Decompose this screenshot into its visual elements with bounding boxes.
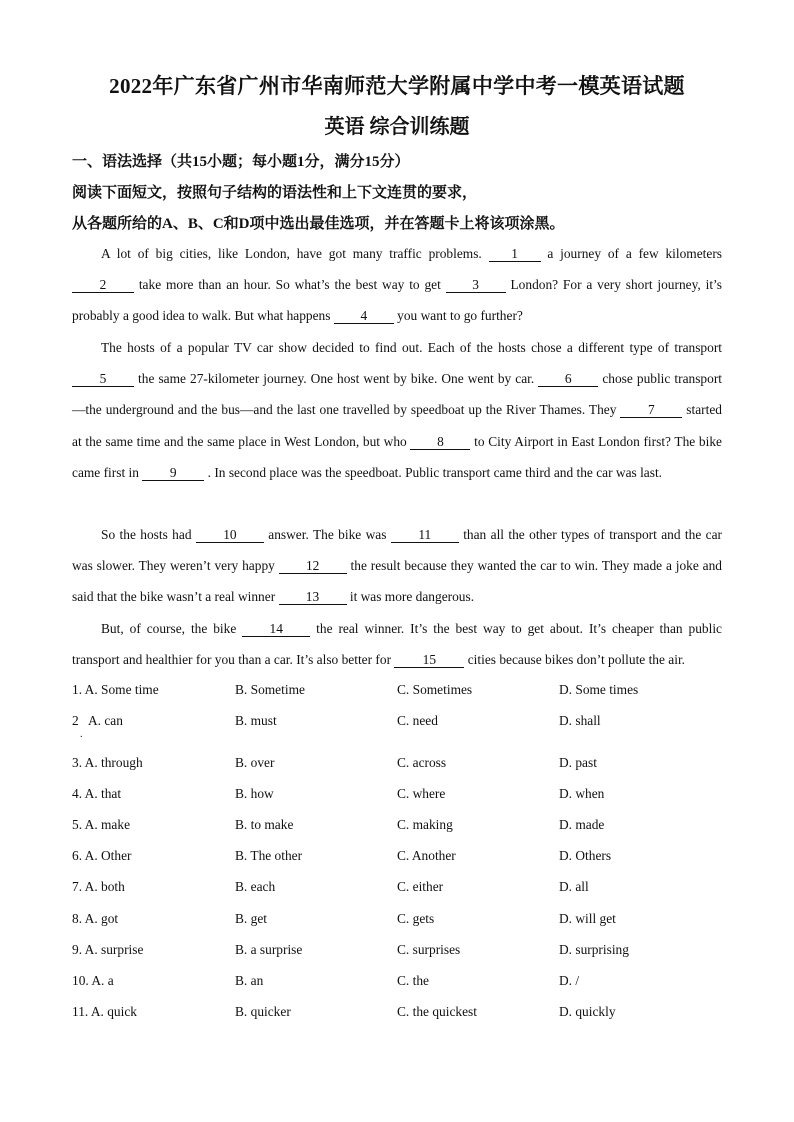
- text-run: the same 27-kilometer journey. One host went by bike. One went by car.: [134, 371, 539, 387]
- text-run: A lot of big cities, like London, have got many traffic problems.: [101, 246, 489, 261]
- option-b: B. must: [235, 713, 277, 728]
- passage-paragraph-1: [72, 238, 722, 332]
- option-c: C. need: [397, 713, 438, 728]
- blank-13: 13: [279, 590, 347, 605]
- question-row: [72, 682, 722, 702]
- blank-4: 4: [334, 309, 394, 324]
- blank-7: 7: [620, 403, 682, 418]
- question-row: [72, 879, 722, 899]
- question-row: [72, 755, 722, 775]
- option-a: 2 A. can: [72, 713, 123, 728]
- question-row: [72, 942, 722, 962]
- blank-2: 2: [72, 278, 134, 293]
- option-d: D. when: [559, 786, 605, 801]
- blank-5: 5: [72, 372, 134, 387]
- text-run: . In second place was the speedboat. Public transport came third and the car was last.: [204, 464, 663, 480]
- option-b: B. Sometime: [235, 682, 305, 697]
- question-row: [72, 848, 722, 868]
- text-run: than all the other types of transport and the car was slower. They weren’t very happy: [72, 527, 722, 574]
- text-run: answer. The bike was: [263, 527, 391, 542]
- option-c: C. Sometimes: [397, 682, 473, 697]
- blank-9: 9: [142, 466, 204, 481]
- instruction-line-2: 从各题所给的A、B、C和D项中选出最佳选项，并在答题卡上将该项涂黑。: [72, 216, 565, 232]
- text-run: a journey of a few kilometers: [540, 246, 722, 261]
- option-b: B. each: [235, 879, 276, 894]
- option-a: 11. A. quick: [72, 1004, 137, 1019]
- option-b: B. get: [235, 911, 267, 926]
- question-row: [72, 973, 722, 993]
- option-c: C. the quickest: [397, 1004, 477, 1019]
- option-a: 9. A. surprise: [72, 942, 144, 957]
- option-c: C. making: [397, 817, 453, 832]
- blank-1: 1: [489, 247, 541, 262]
- option-c: C. Another: [397, 848, 456, 863]
- text-run: The hosts of a popular TV car show decided to find out. Each of the hosts chose a different type of transport: [101, 340, 722, 355]
- text-run: the result because they wanted the car to win. They made a joke and said that the bike wasn’t a real winner: [72, 558, 722, 605]
- stray-mark: .: [80, 729, 83, 740]
- option-b: B. how: [235, 786, 274, 801]
- option-d: D. made: [559, 817, 605, 832]
- option-c: C. either: [397, 879, 444, 894]
- option-b: B. a surprise: [235, 942, 303, 957]
- blank-6: 6: [538, 372, 598, 387]
- option-c: C. across: [397, 755, 447, 770]
- question-row: [72, 817, 722, 837]
- option-b: B. quicker: [235, 1004, 291, 1019]
- blank-15: 15: [394, 653, 464, 668]
- text-run: it was more dangerous.: [346, 589, 475, 605]
- passage-paragraph-2: [72, 332, 722, 488]
- option-d: D. Some times: [559, 682, 639, 697]
- text-run: you want to go further?: [393, 308, 523, 324]
- option-b: B. over: [235, 755, 275, 770]
- blank-12: 12: [279, 559, 347, 574]
- document-title: 2022年广东省广州市华南师范大学附属中学中考一模英语试题: [109, 74, 685, 98]
- option-a: 6. A. Other: [72, 848, 132, 863]
- instruction-line-1: 阅读下面短文，按照句子结构的语法性和上下文连贯的要求，: [72, 185, 478, 201]
- option-a: 1. A. Some time: [72, 682, 159, 697]
- text-run: London? For a very short journey, it’s probably a good idea to walk. But what happens: [72, 277, 722, 324]
- option-c: C. surprises: [397, 942, 461, 957]
- question-row: [72, 786, 722, 806]
- blank-11: 11: [391, 528, 459, 543]
- question-row: [72, 1004, 722, 1024]
- option-c: C. gets: [397, 911, 435, 926]
- option-a: 3. A. through: [72, 755, 143, 770]
- text-run: So the hosts had: [101, 527, 196, 542]
- option-d: D. will get: [559, 911, 616, 926]
- option-d: D. past: [559, 755, 597, 770]
- option-b: B. to make: [235, 817, 294, 832]
- option-c: C. the: [397, 973, 429, 988]
- blank-10: 10: [196, 528, 264, 543]
- blank-14: 14: [242, 622, 310, 637]
- question-row: [72, 911, 722, 931]
- option-d: D. quickly: [559, 1004, 616, 1019]
- option-c: C. where: [397, 786, 446, 801]
- passage-paragraph-4: [72, 613, 722, 675]
- option-a: 8. A. got: [72, 911, 119, 926]
- option-a: 10. A. a: [72, 973, 114, 988]
- blank-3: 3: [446, 278, 506, 293]
- text-run: cities because bikes don’t pollute the air.: [464, 652, 686, 668]
- option-b: B. an: [235, 973, 264, 988]
- option-d: D. shall: [559, 713, 601, 728]
- option-d: D. /: [559, 973, 580, 988]
- text-run: take more than an hour. So what’s the best way to get: [134, 277, 446, 293]
- text-run: to City Airport in East London first? The bike came first in: [72, 433, 722, 480]
- option-d: D. surprising: [559, 942, 629, 957]
- question-row: [72, 713, 722, 740]
- document-subtitle: 英语 综合训练题: [324, 116, 470, 138]
- option-d: D. all: [559, 879, 589, 894]
- passage-paragraph-3: [72, 519, 722, 613]
- option-a: 4. A. that: [72, 786, 122, 801]
- text-run: the real winner. It’s the best way to get about. It’s cheaper than public transport and healthier for you than a car. It’s also better for: [72, 621, 722, 668]
- option-a: 5. A. make: [72, 817, 131, 832]
- option-a: 7. A. both: [72, 879, 125, 894]
- blank-8: 8: [410, 435, 470, 450]
- text-run: started at the same time and the same place in West London, but who: [72, 402, 722, 449]
- text-run: chose public transport—the underground and the bus—and the last one travelled by speedboat up the River Thames. They: [72, 371, 722, 418]
- section-heading: 一、语法选择（共15小题；每小题1分，满分15分）: [72, 154, 410, 170]
- option-d: D. Others: [559, 848, 612, 863]
- text-run: But, of course, the bike: [101, 621, 243, 636]
- option-b: B. The other: [235, 848, 303, 863]
